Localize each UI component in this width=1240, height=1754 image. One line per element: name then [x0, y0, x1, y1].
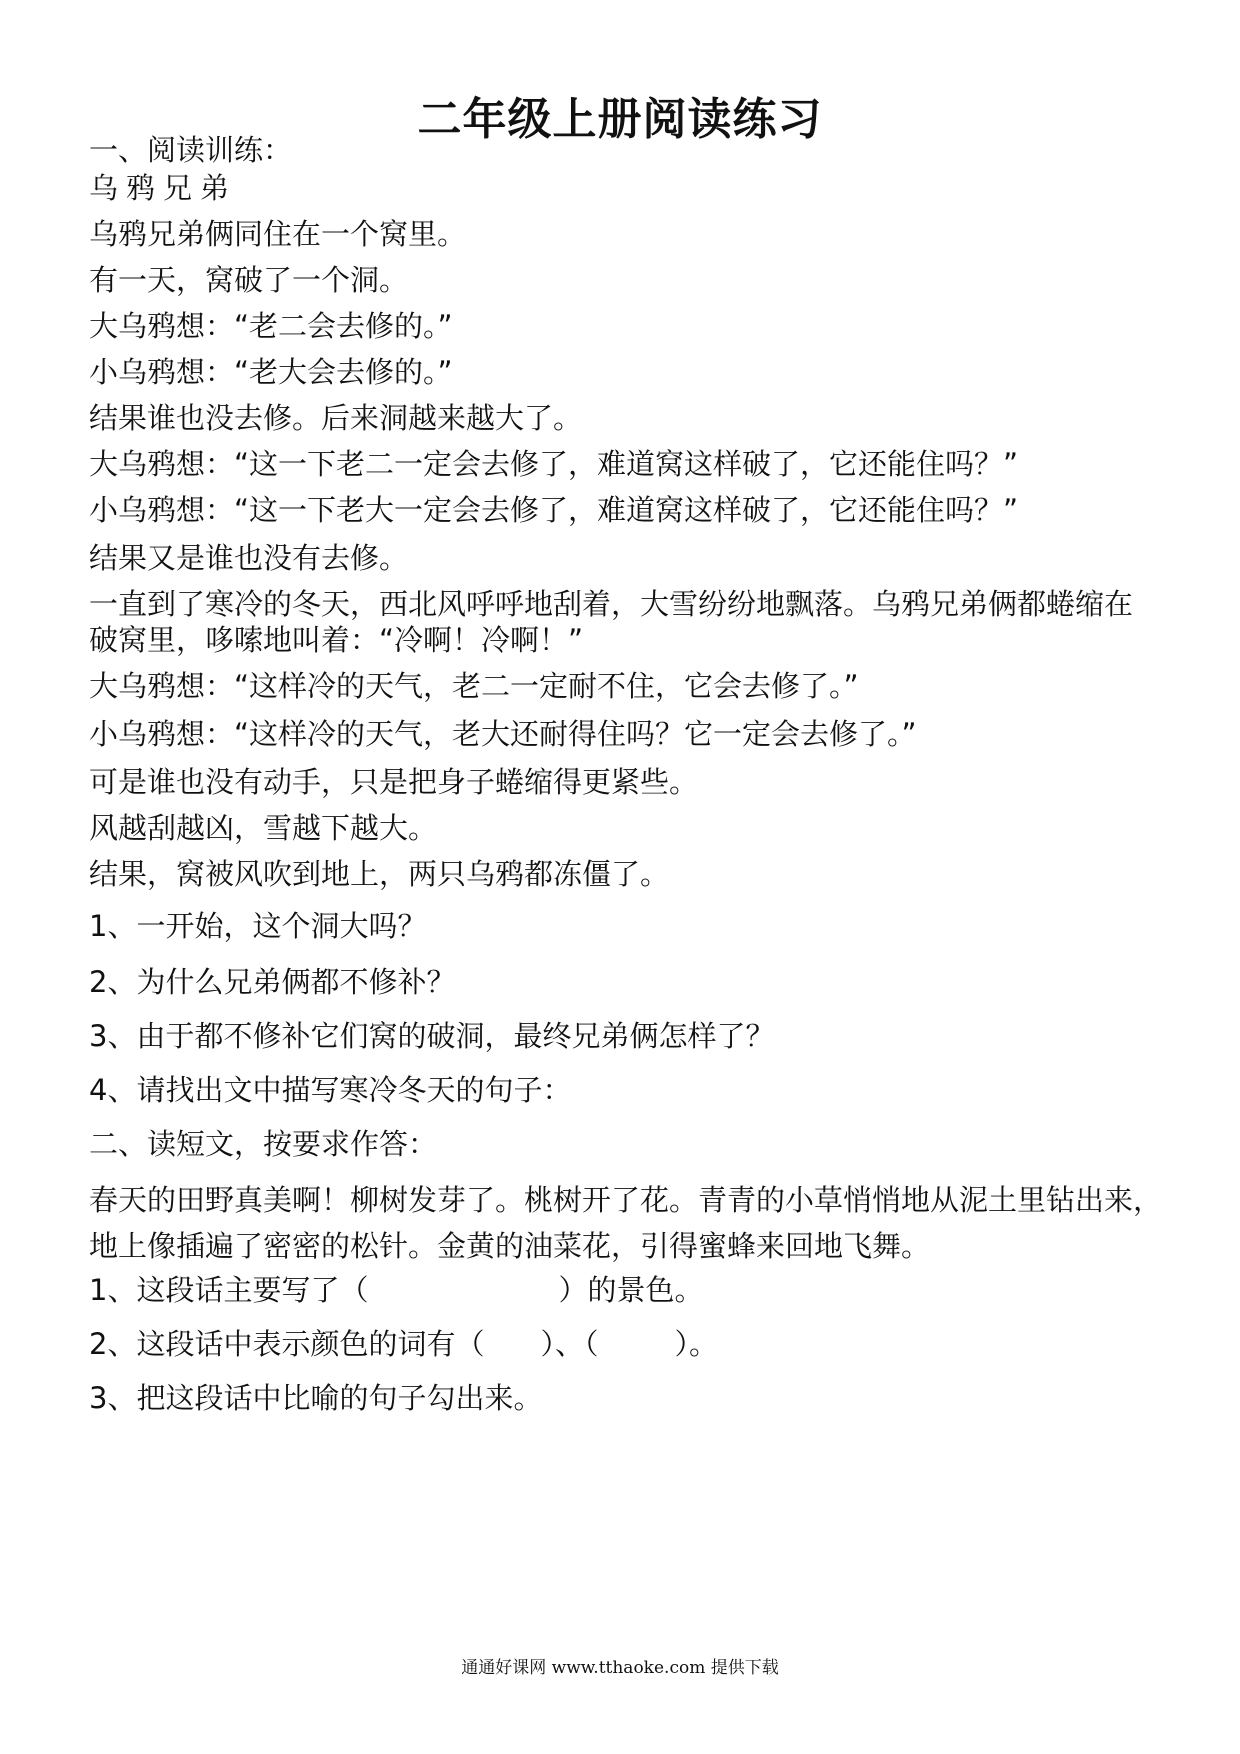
fill-question-1 — [89, 1270, 703, 1310]
fill-question-1-prefix: 1、这段话主要写了（ — [89, 1273, 369, 1307]
story-line: 结果，窝被风吹到地上，两只乌鸦都冻僵了。 — [89, 857, 670, 891]
fill-question-2-prefix: 2、这段话中表示颜色的词有（ — [89, 1327, 485, 1361]
story-line: 可是谁也没有动手，只是把身子蜷缩得更紧些。 — [89, 765, 699, 799]
fill-question-1-suffix: ）的景色。 — [558, 1273, 704, 1307]
question-4: 4、请找出文中描写寒冷冬天的句子： — [89, 1073, 572, 1107]
question-3: 3、由于都不修补它们窝的破洞，最终兄弟俩怎样了？ — [89, 1019, 775, 1053]
story-line: 结果谁也没去修。后来洞越来越大了。 — [89, 401, 583, 435]
story-line: 结果又是谁也没有去修。 — [89, 541, 409, 575]
story-line: 乌鸦兄弟俩同住在一个窝里。 — [89, 217, 467, 251]
story-title: 乌鸦兄弟 — [89, 171, 238, 205]
fill-question-2 — [89, 1324, 718, 1364]
question-1: 1、一开始，这个洞大吗？ — [89, 909, 427, 943]
story-line: 一直到了寒冷的冬天，西北风呼呼地刮着，大雪纷纷地飘落。乌鸦兄弟俩都蜷缩在 — [89, 587, 1134, 621]
story-line: 有一天，窝破了一个洞。 — [89, 263, 409, 297]
section2-heading: 二、读短文，按要求作答： — [89, 1127, 438, 1161]
story-line: 大乌鸦想：“这样冷的天气，老二一定耐不住，它会去修了。” — [89, 669, 859, 703]
passage-line: 地上像插遍了密密的松针。金黄的油菜花，引得蜜蜂来回地飞舞。 — [89, 1229, 931, 1263]
fill-question-2-mid: ）、（ — [540, 1327, 599, 1361]
story-line: 破窝里，哆嗦地叫着：“冷啊！冷啊！” — [89, 623, 584, 657]
fill-question-3: 3、把这段话中比喻的句子勾出来。 — [89, 1381, 543, 1415]
story-line: 风越刮越凶，雪越下越大。 — [89, 811, 438, 845]
footer-credit: 通通好课网 www.tthaoke.com 提供下载 — [461, 1658, 779, 1678]
story-line: 大乌鸦想：“这一下老二一定会去修了，难道窝这样破了，它还能住吗？” — [89, 447, 1019, 481]
story-line: 小乌鸦想：“老大会去修的。” — [89, 355, 453, 389]
fill-question-2-suffix: ）。 — [674, 1327, 718, 1361]
section1-heading: 一、阅读训练： — [89, 133, 293, 167]
story-line: 小乌鸦想：“这样冷的天气，老大还耐得住吗？它一定会去修了。” — [89, 717, 917, 751]
story-line: 小乌鸦想：“这一下老大一定会去修了，难道窝这样破了，它还能住吗？” — [89, 493, 1019, 527]
passage-line: 春天的田野真美啊！柳树发芽了。桃树开了花。青青的小草悄悄地从泥土里钻出来， — [89, 1183, 1163, 1217]
page-title: 二年级上册阅读练习 — [417, 94, 823, 145]
story-line: 大乌鸦想：“老二会去修的。” — [89, 309, 453, 343]
question-2: 2、为什么兄弟俩都不修补？ — [89, 965, 456, 999]
